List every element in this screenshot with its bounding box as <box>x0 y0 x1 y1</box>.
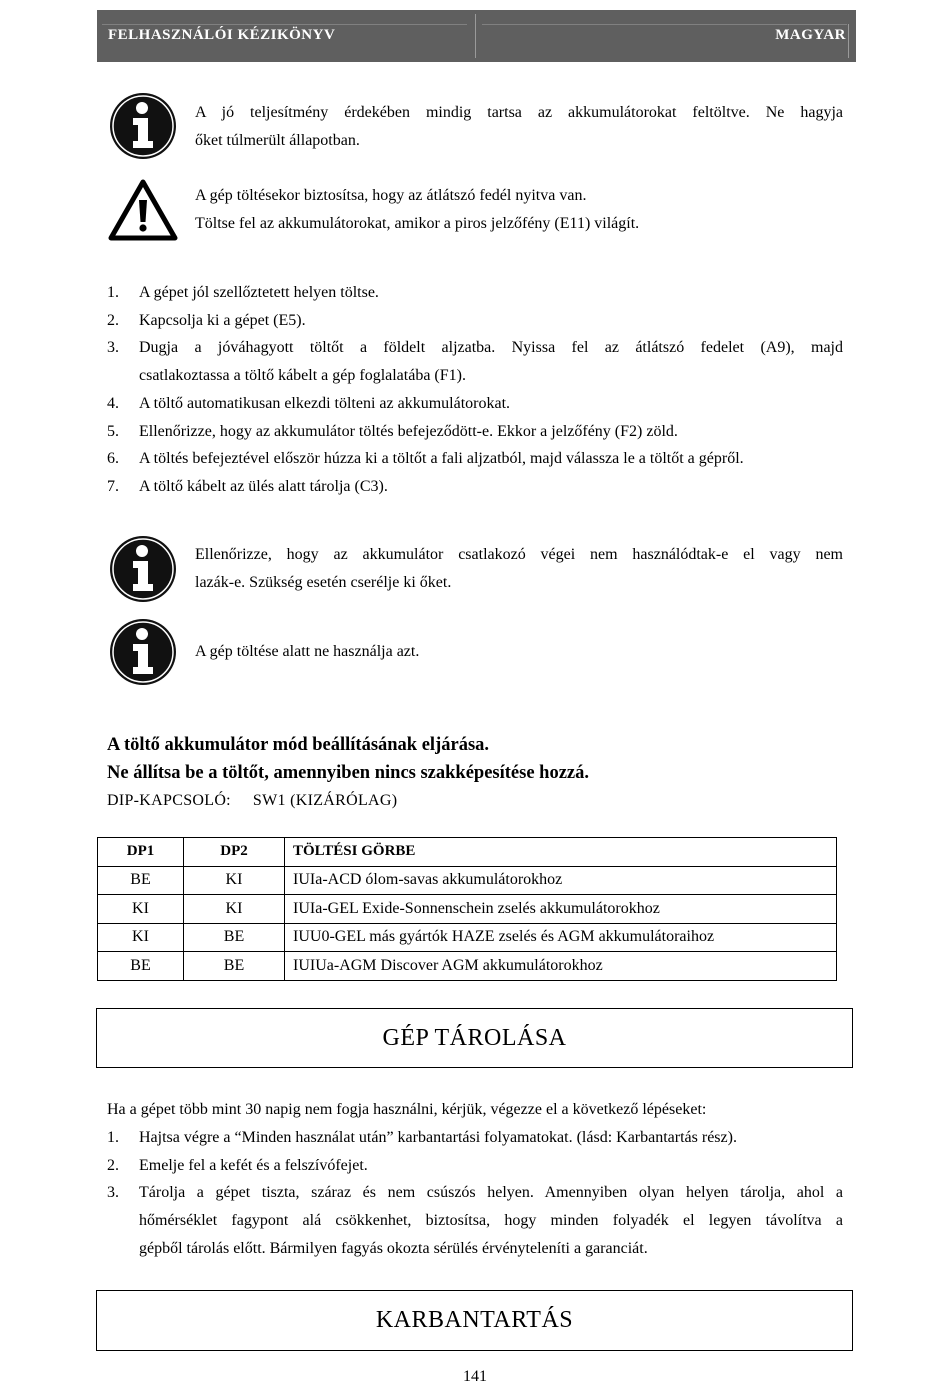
list-item-line: Hajtsa végre a “Minden használat után” karbantartási folyamatokat. (lásd: Karbantartás rész). <box>139 1129 737 1146</box>
list-item-number: 4. <box>107 394 119 412</box>
list-item-number: 5. <box>107 422 119 440</box>
list-item-number: 2. <box>107 311 119 329</box>
list-item <box>107 307 843 335</box>
table-header-row <box>98 838 837 867</box>
info-note-1-line: A jó teljesítmény érdekében mindig tartsa az akkumulátorokat feltöltve. Ne hagyja <box>195 104 843 121</box>
list-item <box>107 334 843 389</box>
info-note-2 <box>195 541 843 597</box>
list-item-number: 7. <box>107 477 119 495</box>
list-item-line: Tárolja a gépet tiszta, száraz és nem csúszós helyen. Amennyiben olyan helyen tárolja, ahol a <box>139 1184 843 1202</box>
list-item-line: Ellenőrizze, hogy az akkumulátor töltés befejeződött-e. Ekkor a jelzőfény (F2) zöld. <box>139 422 678 440</box>
page-number: 141 <box>463 1368 487 1385</box>
list-item <box>107 445 843 473</box>
list-item-line: Dugja a jóváhagyott töltőt a földelt aljzatba. Nyissa fel az átlátszó fedelet (A9), majd <box>139 339 843 357</box>
column-header: DP2 <box>184 838 285 867</box>
warning-note <box>195 182 843 238</box>
list-item-line: A töltő kábelt az ülés alatt tárolja (C3). <box>139 477 388 495</box>
info-note-2-line: Ellenőrizze, hogy az akkumulátor csatlakozó végei nem használódtak-e el vagy nem <box>195 546 843 563</box>
list-item <box>107 1124 843 1152</box>
table-cell: BE <box>98 866 184 895</box>
header-rule-left <box>102 24 467 25</box>
mode-heading: A töltő akkumulátor mód beállításának eljárása. <box>107 735 490 755</box>
table-cell: KI <box>98 923 184 952</box>
list-item-line: csatlakoztassa a töltő kábelt a gép foglalatába (F1). <box>139 367 466 385</box>
list-item-line: Emelje fel a kefét és a felszívófejet. <box>139 1156 368 1174</box>
info-icon <box>108 91 178 161</box>
table-cell: KI <box>184 866 285 895</box>
list-item <box>107 1179 843 1262</box>
header-language: MAGYAR <box>775 27 846 43</box>
list-item-line: gépből tárolás előtt. Bármilyen fagyás okozta sérülés érvényteleníti a garanciát. <box>139 1239 648 1257</box>
table-cell: KI <box>184 895 285 924</box>
list-item <box>107 1152 843 1180</box>
list-item-number: 6. <box>107 450 119 468</box>
column-header: TÖLTÉSI GÖRBE <box>285 838 837 867</box>
list-item-number: 1. <box>107 284 119 301</box>
info-note-3 <box>195 638 843 666</box>
table-row <box>98 952 837 981</box>
list-item-text <box>139 279 843 307</box>
list-item-text <box>139 307 843 335</box>
info-note-1-line: őket túlmerült állapotban. <box>195 132 360 149</box>
page-header <box>97 10 856 62</box>
table-cell: IUIUa-AGM Discover AGM akkumulátorokhoz <box>285 952 837 981</box>
mode-warning-heading: Ne állítsa be a töltőt, amennyiben nincs szakképesítése hozzá. <box>107 763 590 783</box>
info-icon <box>108 534 178 604</box>
dip-switch-label: DIP-KAPCSOLÓ: <box>107 792 231 809</box>
list-item-text <box>139 1124 843 1152</box>
list-item-number: 1. <box>107 1129 119 1146</box>
table-cell: BE <box>184 923 285 952</box>
table-cell: IUU0-GEL más gyártók HAZE zselés és AGM akkumulátoraihoz <box>285 923 837 952</box>
column-header: DP1 <box>98 838 184 867</box>
header-rule-right <box>482 24 847 25</box>
section-title-maintenance: KARBANTARTÁS <box>96 1290 853 1351</box>
list-item <box>107 279 843 307</box>
info-note-3-line: A gép töltése alatt ne használja azt. <box>195 643 420 660</box>
list-item-line: Kapcsolja ki a gépet (E5). <box>139 311 306 329</box>
table-cell: IUIa-GEL Exide-Sonnenschein zselés akkumulátorokhoz <box>285 895 837 924</box>
list-item <box>107 390 843 418</box>
table-cell: BE <box>184 952 285 981</box>
warning-note-line: Töltse fel az akkumulátorokat, amikor a piros jelzőfény (E11) világít. <box>195 215 640 232</box>
list-item-line: A töltés befejeztével először húzza ki a töltőt a fali aljzatból, majd válassza le a töltőt a gépről. <box>139 450 744 468</box>
storage-steps-list <box>107 1124 843 1263</box>
info-note-2-line: lazák-e. Szükség esetén cserélje ki őket. <box>195 574 452 591</box>
list-item-line: A gépet jól szellőztetett helyen töltse. <box>139 284 379 301</box>
list-item-text <box>139 473 843 501</box>
list-item-text <box>139 445 843 473</box>
info-icon <box>108 617 178 687</box>
table-row <box>98 923 837 952</box>
table-cell: BE <box>98 952 184 981</box>
section-title-storage: GÉP TÁROLÁSA <box>96 1008 853 1068</box>
charging-curve-table <box>97 837 837 981</box>
table-row <box>98 866 837 895</box>
list-item-text <box>139 418 843 446</box>
list-item-text <box>139 1152 843 1180</box>
dip-switch-value: SW1 (KIZÁRÓLAG) <box>252 792 398 809</box>
table-cell: KI <box>98 895 184 924</box>
list-item-number: 3. <box>107 339 119 357</box>
list-item-text <box>139 1179 843 1262</box>
list-item <box>107 473 843 501</box>
list-item-line: A töltő automatikusan elkezdi tölteni az akkumulátorokat. <box>139 394 511 412</box>
storage-intro: Ha a gépet több mint 30 napig nem fogja használni, kérjük, végezze el a következő lépéseket: <box>107 1101 707 1118</box>
list-item-line: hőmérséklet fagypont alá csökkenhet, biztosítsa, hogy minden folyadék el legyen távolítva a <box>139 1212 843 1230</box>
warning-icon <box>108 176 178 246</box>
list-item-number: 2. <box>107 1156 119 1174</box>
list-item <box>107 418 843 446</box>
dip-switch-line <box>107 792 397 810</box>
list-item-text <box>139 390 843 418</box>
header-title: FELHASZNÁLÓI KÉZIKÖNYV <box>108 27 336 43</box>
warning-note-line: A gép töltésekor biztosítsa, hogy az átlátszó fedél nyitva van. <box>195 187 587 204</box>
info-note-1 <box>195 99 843 155</box>
table-row <box>98 895 837 924</box>
header-divider <box>475 14 476 58</box>
header-divider-right <box>848 24 849 58</box>
table-cell: IUIa-ACD ólom-savas akkumulátorokhoz <box>285 866 837 895</box>
list-item-text <box>139 334 843 389</box>
charging-steps-list <box>107 279 843 501</box>
list-item-number: 3. <box>107 1184 119 1202</box>
